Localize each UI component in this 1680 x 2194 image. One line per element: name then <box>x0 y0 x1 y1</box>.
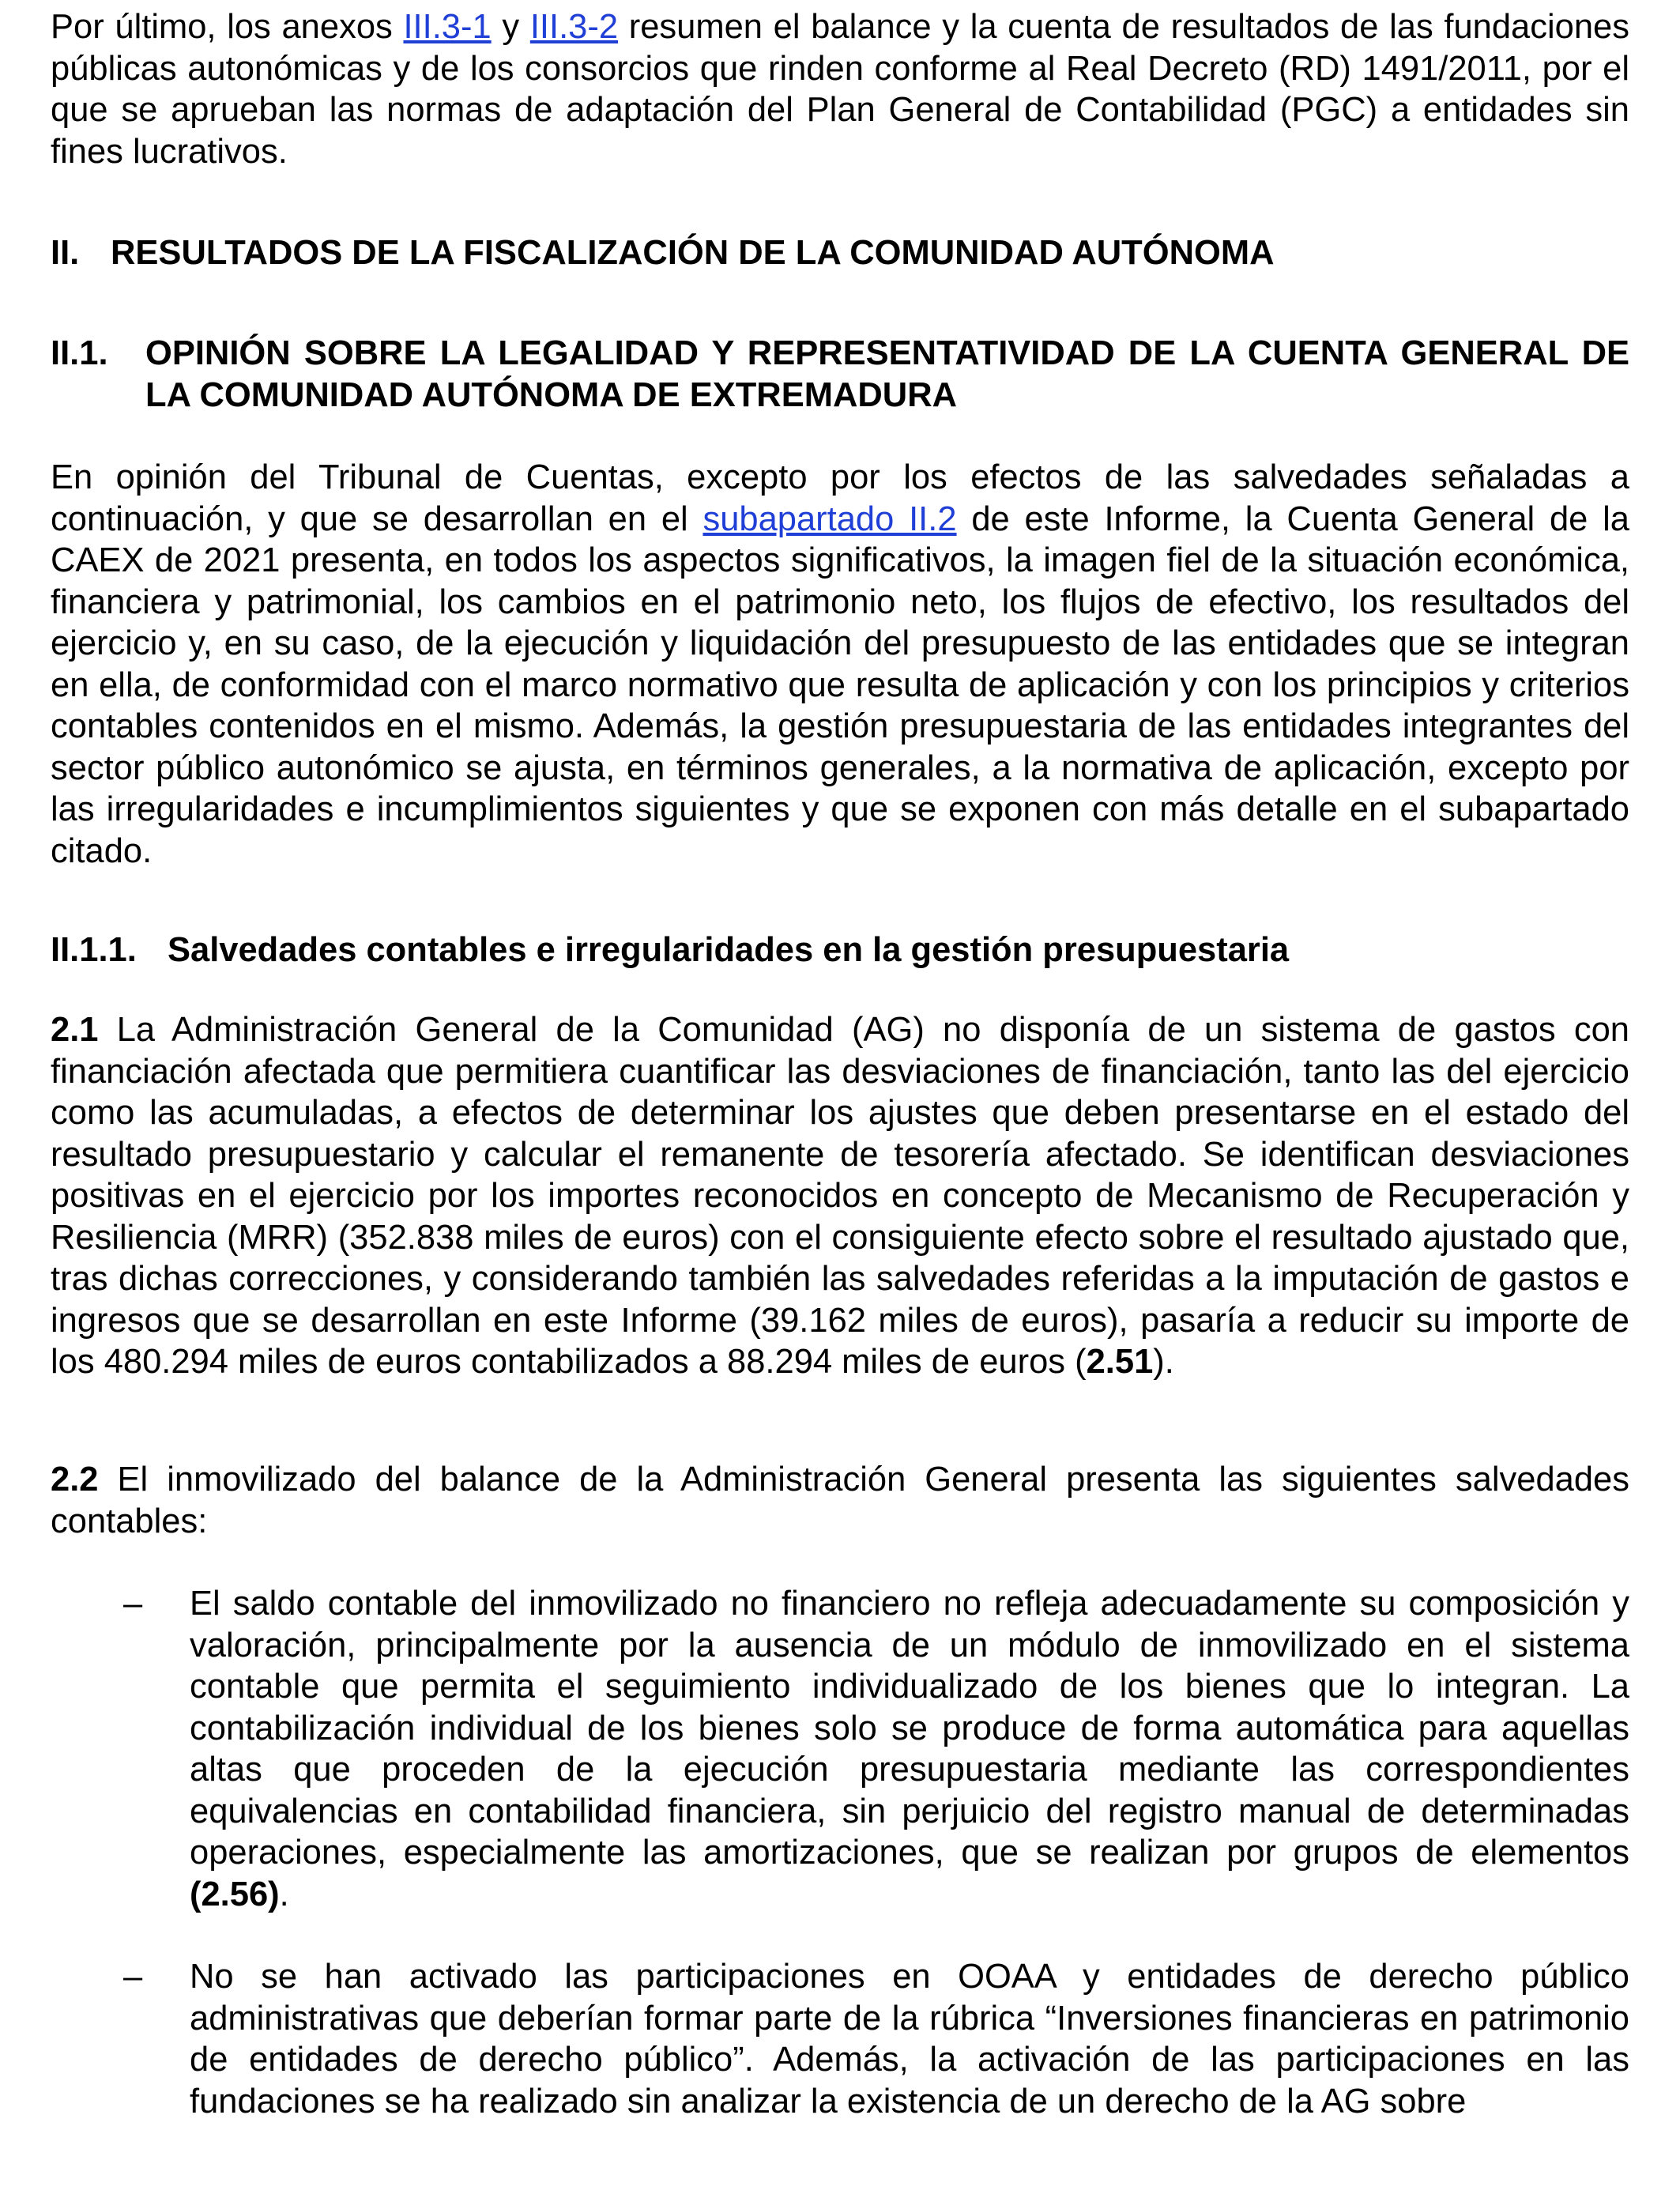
opinion-text-1: En opinión del Tribunal de Cuentas, excepto por los efectos de las salvedades señaladas a continuación, y que se desarrollan en el <box>51 458 1629 538</box>
bullet-2-text: No se han activado las participaciones en OOAA y entidades de derecho público administrativas que deberían formar parte de la rúbrica “Inversiones financieras en patrimonio de entidades de derecho público”. Además, la activación de las participaciones en las fundaciones se ha realizado sin analizar la existencia de un derecho de la AG sobre <box>190 1958 1629 2120</box>
section-ii11-number: II.1.1. <box>51 931 137 969</box>
bullet-dash-1: – <box>123 1585 143 1623</box>
section-ii1-number: II.1. <box>51 334 108 372</box>
paragraph-2-2 <box>51 1459 1629 1542</box>
subapartado-ii2-link[interactable]: subapartado II.2 <box>703 499 957 538</box>
paragraph-2-2-text: El inmovilizado del balance de la Administración General presenta las siguientes salvedades contables: <box>51 1461 1629 1540</box>
paragraph-2-1 <box>51 1009 1629 1383</box>
intro-text-1: Por último, los anexos <box>51 8 404 46</box>
bullet-1-text: El saldo contable del inmovilizado no financiero no refleja adecuadamente su composición y valoración, principalmente por la ausencia de un módulo de inmovilizado en el sistema contable que permita el seguimiento individualizado de los bienes que lo integran. La contabilización individual de los bienes solo se produce de forma automática para aquellas altas que proceden de la ejecución presupuestaria mediante las correspondientes equivalencias en contabilidad financiera, sin perjuicio del registro manual de determinadas operaciones, especialmente las amortizaciones, que se realizan por grupos de elementos <box>190 1585 1629 1872</box>
paragraph-2-1-text: La Administración General de la Comunidad (AG) no disponía de un sistema de gastos con financiación afectada que permitiera cuantificar las desviaciones de financiación, tanto las del ejercicio como las acumuladas, a efectos de determinar los ajustes que deben presentarse en el estado del resultado presupuestario y calcular el remanente de tesorería afectado. Se identifican desviaciones positivas en el ejercicio por los importes reconocidos en concepto de Mecanismo de Recuperación y Resiliencia (MRR) (352.838 miles de euros) con el consiguiente efecto sobre el resultado ajustado que, tras dichas correcciones, y considerando también las salvedades referidas a la imputación de gastos e ingresos que se desarrollan en este Informe (39.162 miles de euros), pasaría a reducir su importe de los 480.294 miles de euros contabilizados a 88.294 miles de euros ( <box>51 1011 1629 1381</box>
bullet-item-1 <box>190 1583 1629 1915</box>
paragraph-2-1-number: 2.1 <box>51 1011 99 1049</box>
intro-text-2: y <box>491 8 530 46</box>
bullet-item-2 <box>190 1956 1629 2122</box>
intro-text-3: resumen el balance y la cuenta de resultados de las fundaciones públicas autonómicas y de los consorcios que rinden conforme al Real Decreto (RD) 1491/2011, por el que se aprueban las normas de adaptación del Plan General de Contabilidad (PGC) a entidades sin fines lucrativos. <box>51 8 1629 171</box>
bullet-1-ref: (2.56) <box>190 1875 280 1913</box>
paragraph-2-1-end: ). <box>1153 1343 1174 1381</box>
paragraph-2-1-ref: 2.51 <box>1086 1343 1154 1381</box>
intro-paragraph <box>51 6 1629 172</box>
section-ii-number: II. <box>51 234 80 272</box>
section-ii11-title: Salvedades contables e irregularidades en la gestión presupuestaria <box>168 931 1290 969</box>
section-ii-title: RESULTADOS DE LA FISCALIZACIÓN DE LA COMUNIDAD AUTÓNOMA <box>111 234 1275 272</box>
annex-link-iii-3-1[interactable]: III.3-1 <box>403 8 492 46</box>
bullet-dash-2: – <box>123 1958 143 1996</box>
paragraph-2-2-number: 2.2 <box>51 1461 99 1498</box>
opinion-text-2: de este Informe, la Cuenta General de la CAEX de 2021 presenta, en todos los aspectos significativos, la imagen fiel de la situación económica, financiera y patrimonial, los cambios en el patrimonio neto, los flujos de efectivo, los resultados del ejercicio y, en su caso, de la ejecución y liquidación del presupuesto de las entidades que se integran en ella, de conformidad con el marco normativo que resulta de aplicación y con los principios y criterios contables contenidos en el mismo. Además, la gestión presupuestaria de las entidades integrantes del sector público autonómico se ajusta, en términos generales, a la normativa de aplicación, excepto por las irregularidades e incumplimientos siguientes y que se exponen con más detalle en el subapartado citado. <box>51 499 1629 870</box>
section-ii1-title: OPINIÓN SOBRE LA LEGALIDAD Y REPRESENTATIVIDAD DE LA CUENTA GENERAL DE LA COMUNIDAD AUTÓNOMA DE EXTREMADURA <box>145 334 1629 414</box>
opinion-paragraph <box>51 457 1629 872</box>
bullet-1-end: . <box>279 1875 289 1913</box>
annex-link-iii-3-2[interactable]: III.3-2 <box>529 8 619 46</box>
